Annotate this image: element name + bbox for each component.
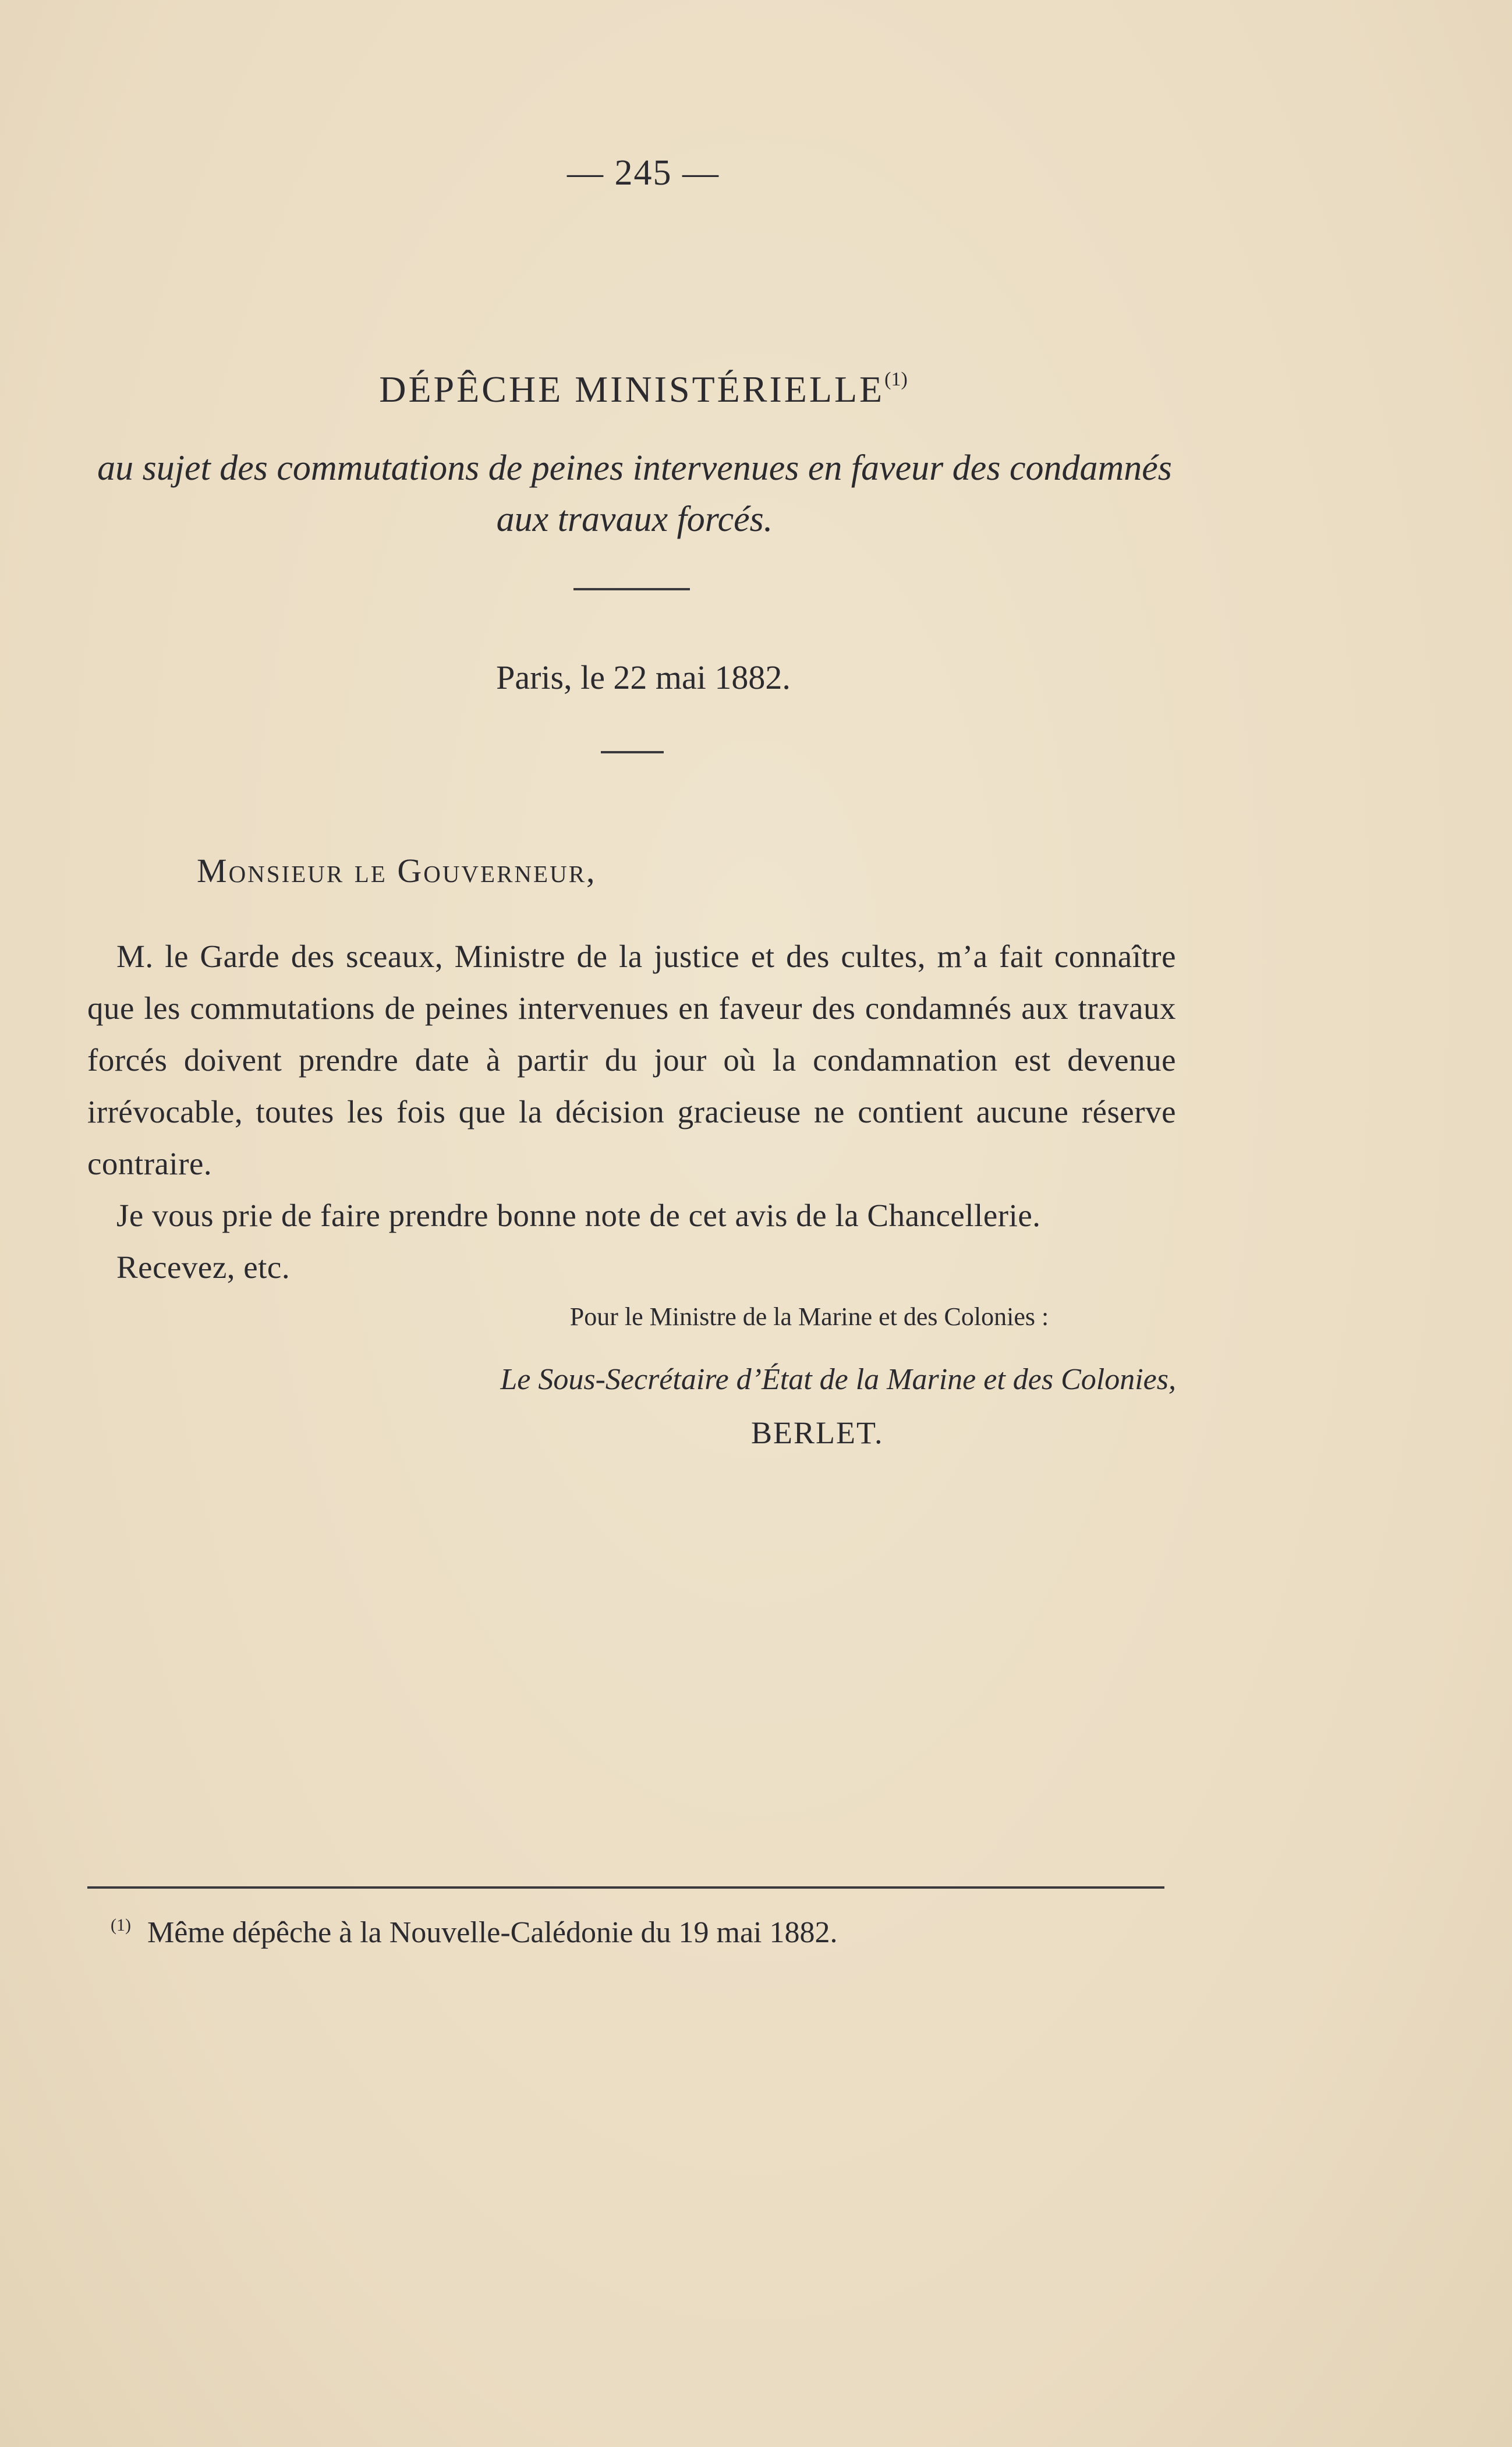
body-paragraph: M. le Garde des sceaux, Ministre de la justice et des cultes, m’a fait connaître que les commutations de peines intervenues en faveur des condamnés aux travaux forcés doivent prendre date à partir du jour où la condamnation est devenue irrévocable, toutes les fois que la décision gracieuse ne contient aucune réserve contraire. — [87, 939, 1176, 1181]
signatory-name: BERLET. — [751, 1415, 884, 1450]
dateline: Paris, le 22 mai 1882. — [496, 658, 791, 696]
heading-footnote-mark: (1) — [884, 369, 908, 390]
page-number: — 245 — — [567, 153, 720, 193]
heading-title: DÉPÊCHE MINISTÉRIELLE — [379, 369, 885, 410]
body-paragraph: Je vous prie de faire prendre bonne note de cet avis de la Chancellerie. — [116, 1198, 1041, 1233]
salutation: Monsieur le Gouverneur, — [197, 852, 597, 890]
letter-body — [87, 930, 1176, 1293]
signatory-role: Le Sous-Secrétaire d’État de la Marine et des Colonies, — [500, 1363, 1176, 1396]
footnote — [111, 1915, 1159, 1950]
date-divider — [601, 751, 664, 753]
document-heading — [0, 368, 1287, 411]
title-divider — [573, 588, 690, 590]
footnote-mark: (1) — [111, 1915, 131, 1935]
footnote-text: Même dépêche à la Nouvelle-Calédonie du 19 mai 1882. — [147, 1916, 838, 1949]
document-subtitle: au sujet des commutations de peines intervenues en faveur des condamnés aux travaux forcés. — [97, 448, 1172, 539]
footnote-divider — [87, 1886, 1164, 1889]
closing-pour-line: Pour le Ministre de la Marine et des Colonies : — [569, 1302, 1049, 1331]
body-paragraph: Recevez, etc. — [116, 1249, 291, 1285]
